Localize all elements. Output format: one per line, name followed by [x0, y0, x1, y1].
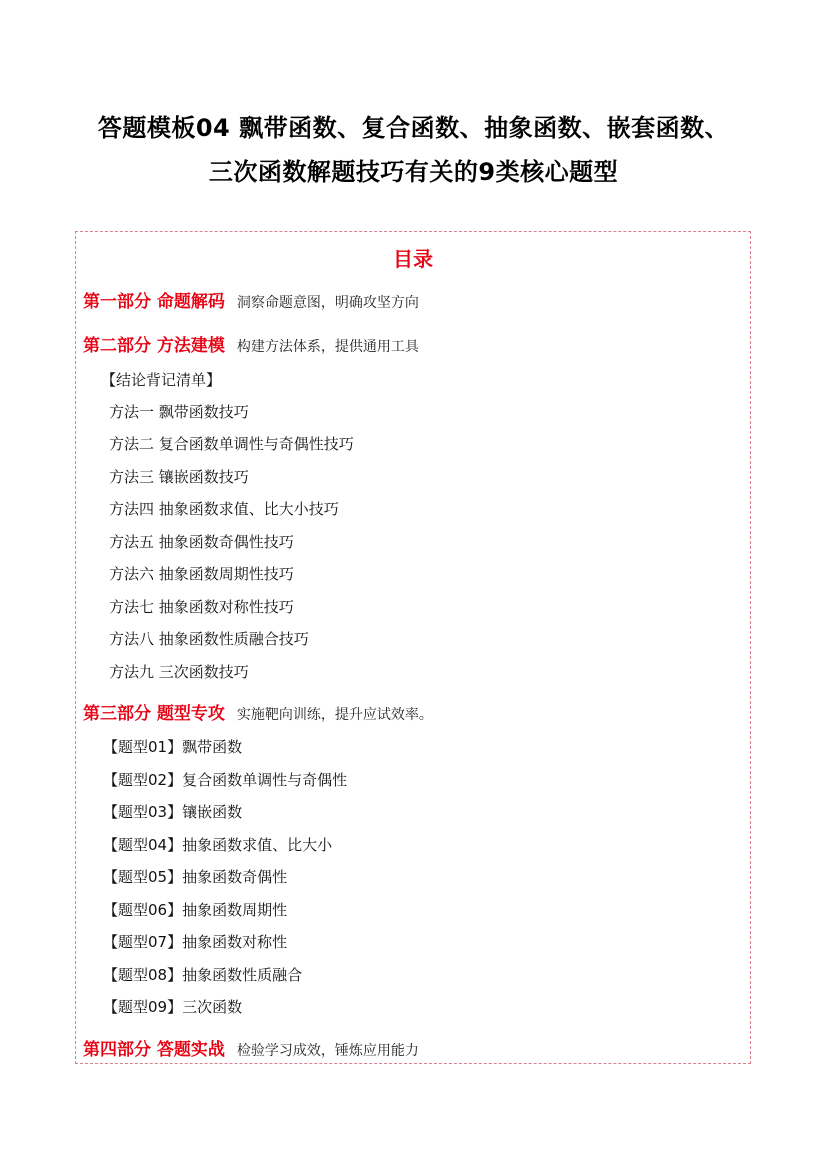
- question-type-item: 【题型08】抽象函数性质融合: [103, 966, 303, 984]
- method-item: 方法六 抽象函数周期性技巧: [109, 565, 294, 583]
- document-title-line-1: 答题模板04 飘带函数、复合函数、抽象函数、嵌套函数、: [97, 114, 730, 142]
- question-type-item: 【题型04】抽象函数求值、比大小: [103, 836, 333, 854]
- checklist-label: 【结论背记清单】: [101, 371, 222, 389]
- table-of-contents: [75, 231, 751, 1064]
- part-title: 第一部分 命题解码: [83, 292, 225, 312]
- question-type-item: 【题型01】飘带函数: [103, 738, 243, 756]
- part-title: 第三部分 题型专攻: [83, 704, 225, 724]
- part-title: 第二部分 方法建模: [83, 336, 225, 356]
- part-3: [83, 699, 433, 724]
- part-title: 第四部分 答题实战: [83, 1040, 225, 1060]
- part-description: 构建方法体系，提供通用工具: [236, 339, 419, 355]
- question-type-item: 【题型02】复合函数单调性与奇偶性: [103, 771, 348, 789]
- question-type-item: 【题型07】抽象函数对称性: [103, 933, 288, 951]
- method-item: 方法五 抽象函数奇偶性技巧: [109, 533, 294, 551]
- method-item: 方法九 三次函数技巧: [109, 663, 249, 681]
- document-title-line-2: 三次函数解题技巧有关的9类核心题型: [208, 158, 619, 186]
- part-2: [83, 331, 419, 356]
- method-item: 方法二 复合函数单调性与奇偶性技巧: [109, 435, 354, 453]
- method-item: 方法三 镶嵌函数技巧: [109, 468, 249, 486]
- method-item: 方法八 抽象函数性质融合技巧: [109, 630, 309, 648]
- part-description: 检验学习成效，锤炼应用能力: [236, 1043, 419, 1059]
- question-type-item: 【题型06】抽象函数周期性: [103, 901, 288, 919]
- question-type-item: 【题型05】抽象函数奇偶性: [103, 868, 288, 886]
- question-type-item: 【题型03】镶嵌函数: [103, 803, 243, 821]
- method-item: 方法四 抽象函数求值、比大小技巧: [109, 500, 339, 518]
- method-item: 方法一 飘带函数技巧: [109, 403, 249, 421]
- part-description: 洞察命题意图，明确攻坚方向: [236, 295, 419, 311]
- part-1: [83, 287, 419, 312]
- part-description: 实施靶向训练，提升应试效率。: [236, 707, 433, 723]
- toc-heading: 目录: [393, 247, 433, 271]
- method-item: 方法七 抽象函数对称性技巧: [109, 598, 294, 616]
- part-4: [83, 1035, 419, 1060]
- question-type-item: 【题型09】三次函数: [103, 998, 243, 1016]
